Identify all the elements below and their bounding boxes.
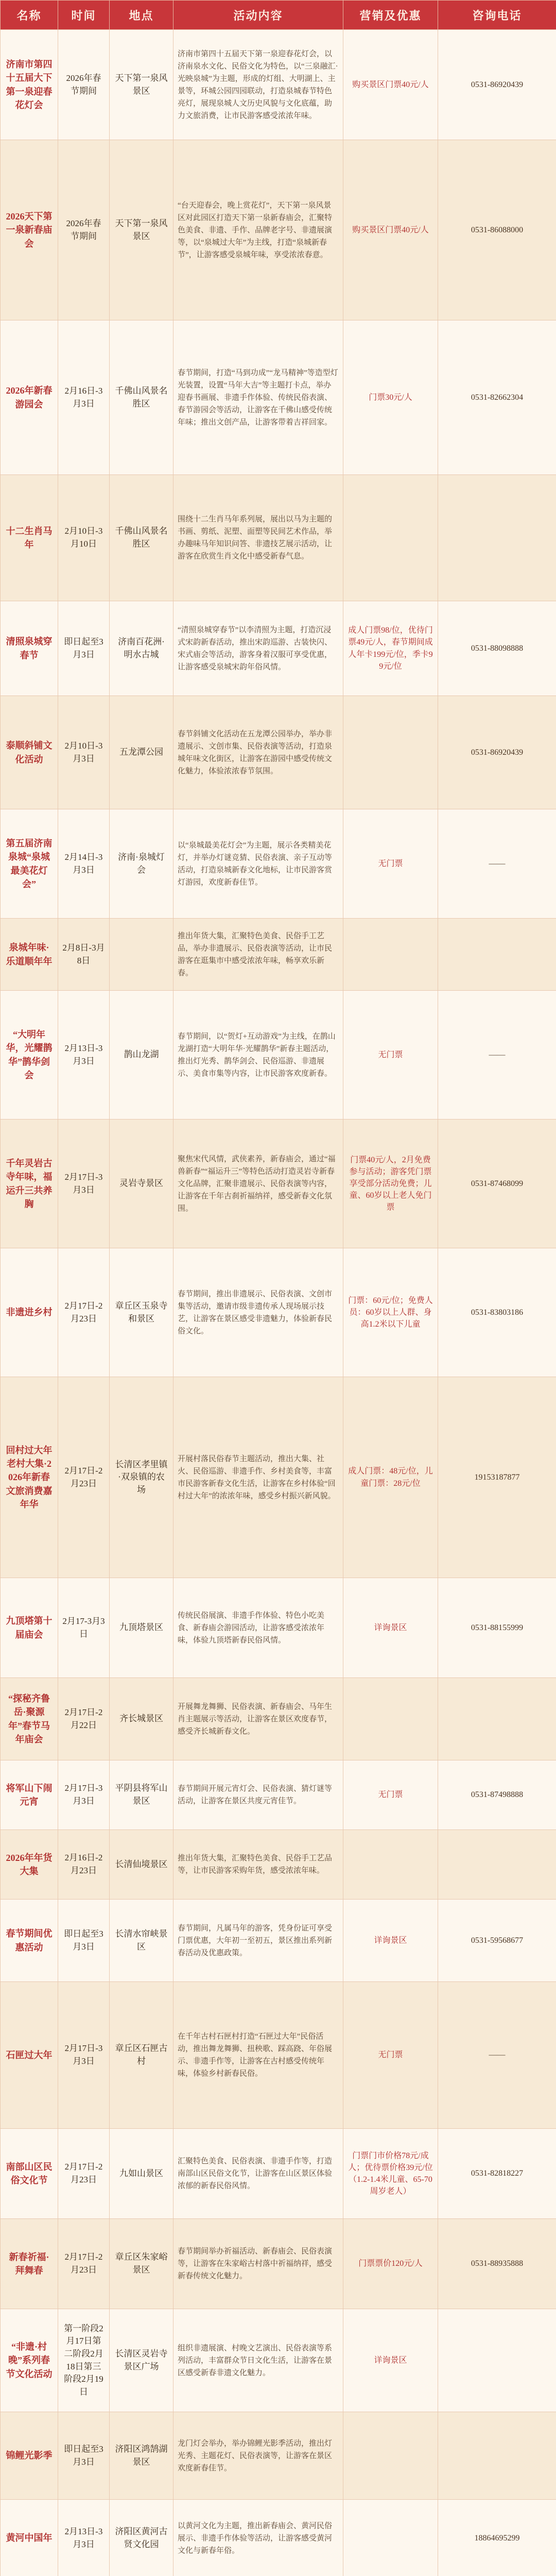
event-content: 春节斜铺文化活动在五龙潭公园举办，举办非遗展示、文创市集、民俗表演等活动，打造泉城年味文化街区，让游客在游园中感受传统文化魅力，体验浓浓春节氛围。: [173, 696, 343, 809]
event-offer: 无门票: [343, 1982, 438, 2129]
event-name: 黄河中国年: [1, 2500, 58, 2576]
event-name: 2026年新春游园会: [1, 320, 58, 475]
event-name: 回村过大年老村大集·2026年新春文旅消费嘉年华: [1, 1377, 58, 1578]
event-phone: [438, 475, 556, 601]
event-phone: 0531-86088000: [438, 140, 556, 320]
table-row: [1, 601, 556, 696]
event-phone: [438, 1830, 556, 1900]
event-place: 章丘区石匣古村: [110, 1982, 173, 2129]
event-place: 长清仙境景区: [110, 1830, 173, 1900]
table-row: [1, 1760, 556, 1830]
event-offer: 购买景区门票40元/人: [343, 140, 438, 320]
event-offer: [343, 919, 438, 991]
event-time: 2月17日-2月22日: [58, 1678, 110, 1760]
event-time: 2月16日-3月3日: [58, 320, 110, 475]
event-name: 九顶塔第十届庙会: [1, 1578, 58, 1678]
event-name: 泉城年味·乐道顺年年: [1, 919, 58, 991]
event-content: 传统民俗展演、非遗手作体验、特色小吃美食、新春庙会游园活动，让游客感受浓浓年味，体验九顶塔新春民俗风情。: [173, 1578, 343, 1678]
event-phone: [438, 2309, 556, 2412]
event-offer: [343, 475, 438, 601]
header-place: 地点: [110, 1, 173, 30]
event-place: 天下第一泉风景区: [110, 140, 173, 320]
table-row: [1, 140, 556, 320]
table-body: [1, 30, 556, 2576]
event-content: 推出年货大集，汇聚特色美食、民俗手工艺品等，让市民游客采购年货，感受浓浓年味。: [173, 1830, 343, 1900]
header-time: 时间: [58, 1, 110, 30]
event-name: 泰顺斜铺文化活动: [1, 696, 58, 809]
event-name: 十二生肖马年: [1, 475, 58, 601]
event-offer: 详询景区: [343, 1900, 438, 1982]
event-phone: 0531-82662304: [438, 320, 556, 475]
event-time: 2月17日-3月3日: [58, 1760, 110, 1830]
header-offer: 营销及优惠: [343, 1, 438, 30]
event-phone: [438, 2412, 556, 2500]
event-content: 济南市第四十五届天下第一泉迎春花灯会，以济南泉水文化、民俗文化为特色，以“三泉融汇·光映泉城”为主题，形成的灯组、大明湖上、主景等，环城公园四园联动，打造泉城春节特色亮灯，展现泉城人文历史风貌与文化底蕴，助力文旅消费，让市民游客感受浓浓年味。: [173, 30, 343, 140]
event-phone: 19153187877: [438, 1377, 556, 1578]
event-name: 南部山区民俗文化节: [1, 2129, 58, 2219]
event-phone: ——: [438, 809, 556, 919]
event-place: [110, 919, 173, 991]
table-row: [1, 1578, 556, 1678]
event-time: 2026年春节期间: [58, 30, 110, 140]
event-offer: 无门票: [343, 1760, 438, 1830]
event-time: 2月17日-2月23日: [58, 1377, 110, 1578]
event-content: 龙门灯会举办，举办锦鲤光影季活动，推出灯光秀、主题花灯、民俗表演等，让游客在景区欢度新春佳节。: [173, 2412, 343, 2500]
event-place: 千佛山风景名胜区: [110, 320, 173, 475]
event-time: 2月13日-3月3日: [58, 2500, 110, 2576]
event-phone: 0531-82818227: [438, 2129, 556, 2219]
header-name: 名称: [1, 1, 58, 30]
table-row: [1, 1248, 556, 1377]
event-phone: 0531-86920439: [438, 30, 556, 140]
table-row: [1, 1982, 556, 2129]
table-row: [1, 320, 556, 475]
event-name: 2026年年货大集: [1, 1830, 58, 1900]
event-offer: [343, 1678, 438, 1760]
event-offer: [343, 2412, 438, 2500]
event-content: 组织非遗展演、村晚文艺演出、民俗表演等系列活动，丰富群众节日文化生活，让游客在景区感受新春非遗文化魅力。: [173, 2309, 343, 2412]
event-offer: 门票：60元/位；免费人员：60岁以上人群、身高1.2米以下儿童: [343, 1248, 438, 1377]
event-time: 2月17日-3月3日: [58, 1982, 110, 2129]
event-name: 春节期间优惠活动: [1, 1900, 58, 1982]
event-name: “大明年华，光耀鹊华”鹊华剑会: [1, 991, 58, 1120]
event-time: 2月17日-2月23日: [58, 2129, 110, 2219]
table-row: [1, 1830, 556, 1900]
event-name: 非遗进乡村: [1, 1248, 58, 1377]
event-place: 济阳区鸿鹄湖景区: [110, 2412, 173, 2500]
event-content: 春节期间，凡属马年的游客，凭身份证可享受门票优惠，大年初一至初五，景区推出系列新春活动及优惠政策。: [173, 1900, 343, 1982]
event-phone: [438, 1678, 556, 1760]
event-name: 锦鲤光影季: [1, 2412, 58, 2500]
table-row: [1, 919, 556, 991]
event-content: 开展村落民俗春节主题活动，推出大集、社火、民俗巡游、非遗手作、乡村美食等，丰富市民游客新春文化生活，让游客在乡村体验“回村过大年”的浓浓年味，感受乡村振兴新风貌。: [173, 1377, 343, 1578]
event-name: 千年灵岩古寺年味，福运升三共养胸: [1, 1120, 58, 1248]
event-time: 2026年春节期间: [58, 140, 110, 320]
event-content: 春节期间，打造“马到功成”“龙马精神”等造型灯光装置，设置“马年大吉”等主题打卡点，举办迎春书画展、非遗手作体验、传统民俗表演、春节游园会等活动，让游客在千佛山感受传统年味；推出文创产品，让游客带着吉祥回家。: [173, 320, 343, 475]
event-time: 2月10日-3月3日: [58, 696, 110, 809]
event-content: 春节期间开展元宵灯会、民俗表演、猜灯谜等活动，让游客在景区共度元宵佳节。: [173, 1760, 343, 1830]
event-content: “台天迎春会，晚上赏花灯”，天下第一泉风景区对此园区打造天下第一泉新春庙会，汇聚特色美食、非遗、手作、品牌老字号、非遗展演等，以“泉城过大年”为主线，打造“泉城新春节”，让游客感受泉城年味，享受浓浓春意。: [173, 140, 343, 320]
event-place: 济南百花洲·明水古城: [110, 601, 173, 696]
event-phone: 0531-88155999: [438, 1578, 556, 1678]
event-time: 即日起至3月3日: [58, 1900, 110, 1982]
event-offer: [343, 696, 438, 809]
event-content: 聚焦宋代风情，武侠素养，新春庙会，通过“福兽新春”“福运升三”等特色活动打造灵岩寺新春文化品牌，汇聚非遗展示、民俗表演等内容，让游客在千年古刹祈福纳祥，感受新春文化氛围。: [173, 1120, 343, 1248]
event-name: 2026天下第一泉新春庙会: [1, 140, 58, 320]
table-row: [1, 696, 556, 809]
event-time: 第一阶段2月17日第二阶段2月18日第三阶段2月19日: [58, 2309, 110, 2412]
table-row: [1, 809, 556, 919]
event-offer: 门票票价120元/人: [343, 2219, 438, 2309]
event-phone: [438, 919, 556, 991]
event-content: 汇聚特色美食、民俗表演、非遗手作等，打造南部山区民俗文化节，让游客在山区景区体验浓郁的新春民俗风情。: [173, 2129, 343, 2219]
event-place: 章丘区玉泉寺和景区: [110, 1248, 173, 1377]
event-place: 九如山景区: [110, 2129, 173, 2219]
event-content: 春节期间，以“贺灯+互动游戏”为主线，在鹊山龙湖打造“大明年华·光耀鹊华”新春主题活动，推出灯光秀、鹊华剑会、民俗巡游、非遗展示、美食市集等内容，让市民游客欢度新春。: [173, 991, 343, 1120]
event-phone: 0531-88098888: [438, 601, 556, 696]
event-phone: 18864695299: [438, 2500, 556, 2576]
event-place: 九顶塔景区: [110, 1578, 173, 1678]
event-time: 2月17日-2月23日: [58, 1248, 110, 1377]
header-phone: 咨询电话: [438, 1, 556, 30]
event-name: 新春祈福·拜舞春: [1, 2219, 58, 2309]
event-phone: 0531-59568677: [438, 1900, 556, 1982]
table-row: [1, 2412, 556, 2500]
event-place: 天下第一泉风景区: [110, 30, 173, 140]
event-name: 济南市第四十五届大下第一泉迎春花灯会: [1, 30, 58, 140]
event-content: 开展舞龙舞狮、民俗表演、新春庙会、马年生肖主题展示等活动，让游客在景区欢度春节，感受齐长城新春文化。: [173, 1678, 343, 1760]
event-content: 以黄河文化为主题，推出新春庙会、黄河民俗展示、非遗手作体验等活动，让游客感受黄河文化与新春年俗。: [173, 2500, 343, 2576]
event-offer: [343, 2500, 438, 2576]
event-place: 齐长城景区: [110, 1678, 173, 1760]
event-place: 济南·泉城灯会: [110, 809, 173, 919]
table-row: [1, 2219, 556, 2309]
event-offer: [343, 1830, 438, 1900]
event-offer: 详询景区: [343, 1578, 438, 1678]
table-row: [1, 2500, 556, 2576]
event-place: 五龙潭公园: [110, 696, 173, 809]
event-place: 长清区孝里镇·双泉镇的农场: [110, 1377, 173, 1578]
event-offer: 无门票: [343, 991, 438, 1120]
event-offer: 成人门票：48元/位，儿童门票：28元/位: [343, 1377, 438, 1578]
event-place: 济阳区黄河古贤文化园: [110, 2500, 173, 2576]
event-time: 2月17-3月3日: [58, 1578, 110, 1678]
event-place: 鹊山龙湖: [110, 991, 173, 1120]
event-name: “非遗·村晚”系列春节文化活动: [1, 2309, 58, 2412]
event-phone: 0531-83803186: [438, 1248, 556, 1377]
event-place: 平阴县将军山景区: [110, 1760, 173, 1830]
event-time: 2月16日-2月23日: [58, 1830, 110, 1900]
table-row: [1, 991, 556, 1120]
table-row: [1, 2309, 556, 2412]
event-content: 以“泉城最美花灯会”为主题，展示各类精美花灯，并举办灯谜竞猜、民俗表演、亲子互动等活动，打造泉城新春文化地标，让市民游客赏灯游园，欢度新春佳节。: [173, 809, 343, 919]
event-offer: 购买景区门票40元/人: [343, 30, 438, 140]
event-phone: ——: [438, 1982, 556, 2129]
table-row: [1, 1678, 556, 1760]
event-time: 2月17日-3月3日: [58, 1120, 110, 1248]
event-place: 章丘区朱家峪景区: [110, 2219, 173, 2309]
event-name: 将军山下闹元宵: [1, 1760, 58, 1830]
event-phone: 0531-87498888: [438, 1760, 556, 1830]
table-row: [1, 30, 556, 140]
event-phone: 0531-87468099: [438, 1120, 556, 1248]
table-row: [1, 1377, 556, 1578]
table-row: [1, 1900, 556, 1982]
event-time: 2月13日-3月3日: [58, 991, 110, 1120]
event-content: “清照泉城穿春节”以李清照为主题，打造沉浸式宋韵新春活动，推出宋韵巡游、古装快闪、宋式庙会等活动，游客身着汉服可享受优惠，让游客感受泉城宋韵年俗风情。: [173, 601, 343, 696]
event-time: 2月10日-3月10日: [58, 475, 110, 601]
event-place: 长清区灵岩寺景区广场: [110, 2309, 173, 2412]
header-content: 活动内容: [173, 1, 343, 30]
event-name: “探秘齐鲁岳·聚源年”春节马年庙会: [1, 1678, 58, 1760]
event-name: 第五届济南泉城“泉城最美花灯会”: [1, 809, 58, 919]
table-row: [1, 1120, 556, 1248]
event-time: 2月14日-3月3日: [58, 809, 110, 919]
event-time: 即日起至3月3日: [58, 601, 110, 696]
event-content: 在千年古村石匣村打造“石匣过大年”民俗活动，推出舞龙舞狮、扭秧歌、踩高跷、年俗展示、非遗手作等，让游客在古村感受传统年味，体验乡村新春民俗。: [173, 1982, 343, 2129]
table-header: [1, 1, 556, 30]
event-place: 千佛山风景名胜区: [110, 475, 173, 601]
table-row: [1, 475, 556, 601]
event-phone: 0531-86920439: [438, 696, 556, 809]
event-offer: 门票30元/人: [343, 320, 438, 475]
event-time: 即日起至3月3日: [58, 2412, 110, 2500]
event-content: 春节期间举办祈福活动、新春庙会、民俗表演等，让游客在朱家峪古村落中祈福纳祥，感受新春传统文化魅力。: [173, 2219, 343, 2309]
event-name: 清照泉城穿春节: [1, 601, 58, 696]
event-offer: 门票门市价格78元/成人；优待票价格39元/位（1.2-1.4米儿童、65-70周岁老人）: [343, 2129, 438, 2219]
event-place: 长清水帘峡景区: [110, 1900, 173, 1982]
event-offer: 详询景区: [343, 2309, 438, 2412]
event-time: 2月17日-2月23日: [58, 2219, 110, 2309]
event-content: 推出年货大集，汇聚特色美食、民俗手工艺品，举办非遗展示、民俗表演等活动，让市民游客在逛集市中感受浓浓年味，畅享欢乐新春。: [173, 919, 343, 991]
event-offer: 成人门票98/位，优待门票49元/人，春节期间成人年卡199元/位，季卡99元/位: [343, 601, 438, 696]
event-phone: ——: [438, 991, 556, 1120]
event-content: 春节期间，推出非遗展示、民俗表演、文创市集等活动，邀请市级非遗传承人现场展示技艺，让游客在景区感受非遗魅力，体验新春民俗文化。: [173, 1248, 343, 1377]
event-offer: 门票40元/人，2月免费参与活动；游客凭门票享受部分活动免费；儿童、60岁以上老人免门票: [343, 1120, 438, 1248]
event-content: 围绕十二生肖马年系列展，展出以马为主题的书画、剪纸、泥塑、面塑等民间艺术作品，举办趣味马年知识问答、非遗技艺展示活动，让游客在欣赏生肖文化中感受新春气息。: [173, 475, 343, 601]
event-place: 灵岩寺景区: [110, 1120, 173, 1248]
event-phone: 0531-88935888: [438, 2219, 556, 2309]
event-offer: 无门票: [343, 809, 438, 919]
table-row: [1, 2129, 556, 2219]
event-name: 石匣过大年: [1, 1982, 58, 2129]
event-time: 2月8日-3月8日: [58, 919, 110, 991]
